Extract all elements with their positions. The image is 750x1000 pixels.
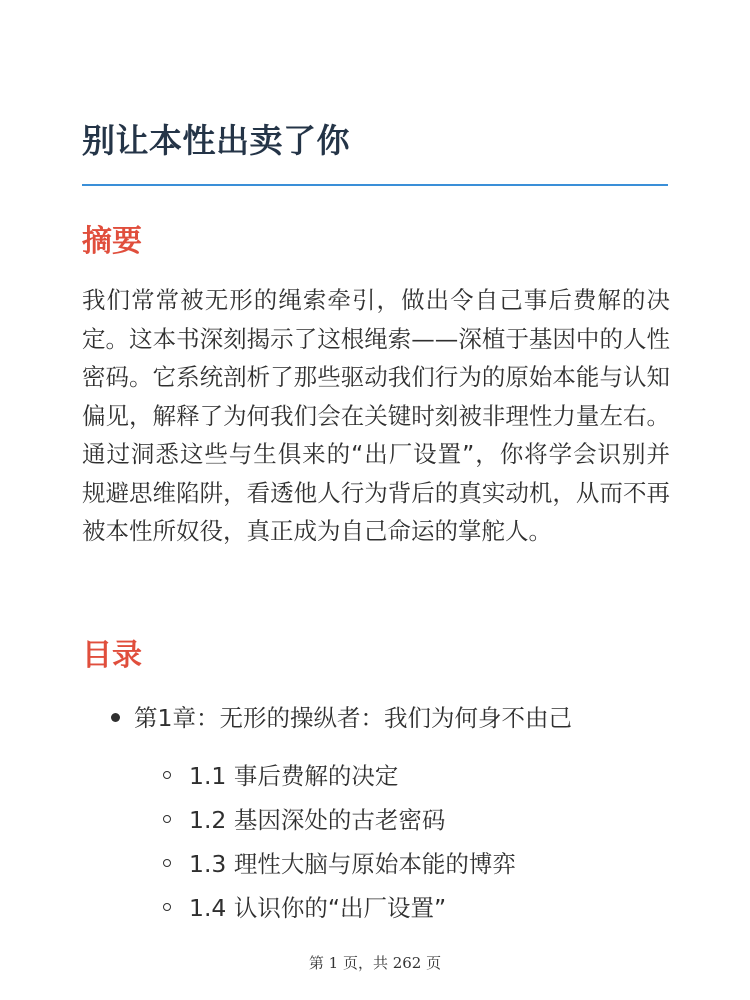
toc-chapter-item xyxy=(82,698,668,930)
toc-section-item xyxy=(134,842,668,886)
summary-heading: 摘要 xyxy=(82,224,142,259)
toc-section-label: 1.2 基因深处的古老密码 xyxy=(189,806,446,834)
toc-chapter-label: 第1章：无形的操纵者：我们为何身不由己 xyxy=(134,704,572,732)
document-page xyxy=(82,0,668,1000)
bullet-circle-icon xyxy=(163,903,171,911)
bullet-circle-icon xyxy=(163,859,171,867)
toc-section-item xyxy=(134,798,668,842)
title-divider xyxy=(82,184,668,186)
toc-section-item xyxy=(134,886,668,930)
toc-list xyxy=(82,698,668,930)
book-title: 别让本性出卖了你 xyxy=(82,121,350,160)
toc-heading: 目录 xyxy=(82,638,142,673)
toc-section-label: 1.3 理性大脑与原始本能的博弈 xyxy=(189,850,516,878)
toc-section-label: 1.4 认识你的“出厂设置” xyxy=(189,894,447,922)
page-number-footer: 第 1 页，共 262 页 xyxy=(308,954,442,972)
bullet-circle-icon xyxy=(163,771,171,779)
toc-section-item xyxy=(134,754,668,798)
bullet-circle-icon xyxy=(163,815,171,823)
toc-section-list xyxy=(134,754,668,930)
bullet-disc-icon xyxy=(111,713,120,722)
toc-section-label: 1.1 事后费解的决定 xyxy=(189,762,399,790)
summary-paragraph: 我们常常被无形的绳索牵引，做出令自己事后费解的决定。这本书深刻揭示了这根绳索——深植于基因中的人性密码。它系统剖析了那些驱动我们行为的原始本能与认知偏见，解释了为何我们会在关键时刻被非理性力量左右。通过洞悉这些与生俱来的“出厂设置”，你将学会识别并规避思维陷阱，看透他人行为背后的真实动机，从而不再被本性所奴役，真正成为自己命运的掌舵人。 xyxy=(82,286,670,545)
